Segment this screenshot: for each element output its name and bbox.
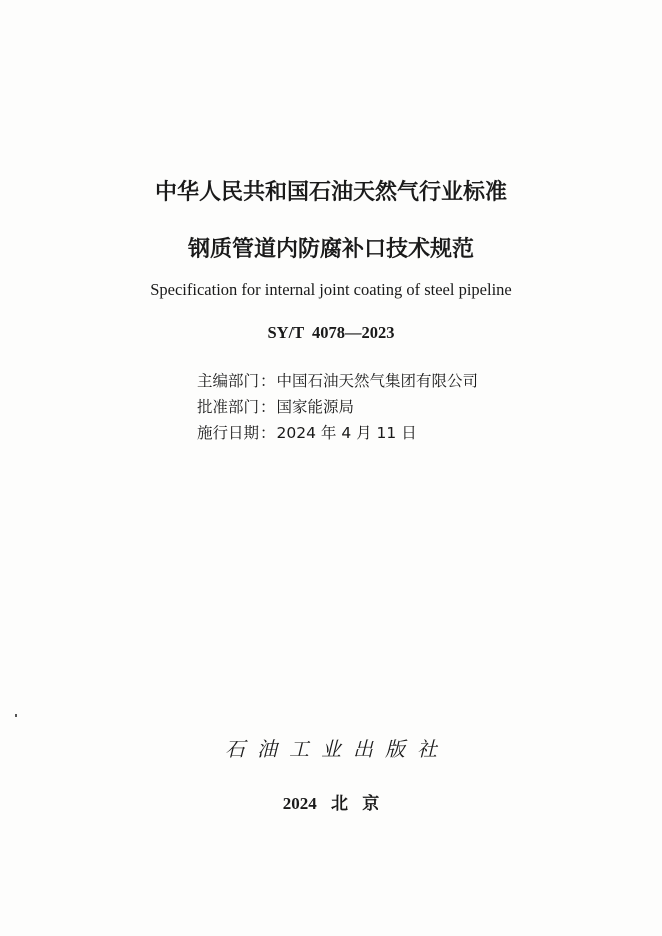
effective-date-row <box>197 420 478 446</box>
publisher-name: 石油工业出版社 <box>225 737 449 761</box>
document-title-chinese: 钢质管道内防腐补口技术规范 <box>187 237 474 262</box>
scan-artifact <box>15 714 17 717</box>
editor-department-value: 中国石油天然气集团有限公司 <box>276 372 479 390</box>
standard-number: SY/T 4078—2023 <box>267 323 395 342</box>
approval-department-row <box>197 394 478 420</box>
effective-date-label: 施行日期 <box>197 424 260 442</box>
approval-department-separator: ： <box>260 398 276 416</box>
document-title-english: Specification for internal joint coating of steel pipeline <box>150 280 512 299</box>
editor-department-label: 主编部门 <box>197 372 260 390</box>
effective-date-value: 2024 年 4 月 11 日 <box>276 424 417 442</box>
approval-department-label: 批准部门 <box>197 398 260 416</box>
publication-info <box>197 368 478 446</box>
publication-year-place: 2024 北 京 <box>282 794 380 813</box>
editor-department-separator: ： <box>260 372 276 390</box>
standard-category-heading: 中华人民共和国石油天然气行业标准 <box>154 180 507 205</box>
approval-department-value: 国家能源局 <box>276 398 355 416</box>
effective-date-separator: ： <box>260 424 276 442</box>
editor-department-row <box>197 368 478 394</box>
